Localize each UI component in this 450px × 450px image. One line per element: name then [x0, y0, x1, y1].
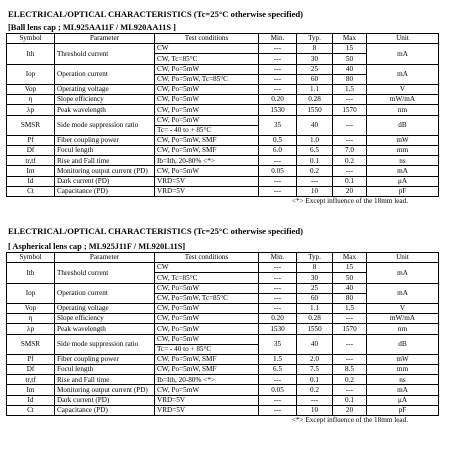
- header-symbol: Symbol: [7, 253, 55, 263]
- table-row: [7, 303, 439, 313]
- symbol-cell: Im: [7, 166, 55, 176]
- condition-cell: CW, Po=5mW: [155, 64, 259, 74]
- max-cell: 80: [333, 74, 367, 84]
- unit-cell: nm: [367, 324, 439, 334]
- min-cell: 1530: [259, 324, 297, 334]
- max-cell: ---: [333, 115, 367, 135]
- typ-cell: 6.5: [297, 146, 333, 156]
- condition-cell: CW, Po=5mW: [155, 84, 259, 94]
- condition-cell: CW, Po=5mW: [155, 283, 259, 293]
- symbol-cell: η: [7, 95, 55, 105]
- table-row: [7, 64, 439, 74]
- max-cell: 1.5: [333, 84, 367, 94]
- max-cell: 15: [333, 44, 367, 54]
- min-cell: ---: [259, 44, 297, 54]
- min-cell: ---: [259, 375, 297, 385]
- min-cell: ---: [259, 186, 297, 196]
- condition-cell: VRD=5V: [155, 395, 259, 405]
- condition-cell: Ib=Ith, 20-80% <*>: [155, 156, 259, 166]
- max-cell: 0.2: [333, 375, 367, 385]
- table-row: [7, 115, 439, 125]
- max-cell: 1570: [333, 105, 367, 115]
- typ-cell: ---: [297, 395, 333, 405]
- table-row: [7, 283, 439, 293]
- typ-cell: 7.5: [297, 365, 333, 375]
- unit-cell: mW/mA: [367, 95, 439, 105]
- typ-cell: 40: [297, 334, 333, 354]
- parameter-cell: Operating voltage: [55, 84, 155, 94]
- min-cell: 1.5: [259, 354, 297, 364]
- typ-cell: ---: [297, 176, 333, 186]
- unit-cell: mA: [367, 385, 439, 395]
- max-cell: 40: [333, 283, 367, 293]
- table-row: [7, 365, 439, 375]
- condition-cell: VRD=5V: [155, 405, 259, 415]
- symbol-cell: Vop: [7, 303, 55, 313]
- parameter-cell: Threshold current: [55, 263, 155, 283]
- min-cell: ---: [259, 263, 297, 273]
- symbol-cell: Ct: [7, 186, 55, 196]
- symbol-cell: tr,tf: [7, 156, 55, 166]
- max-cell: 15: [333, 263, 367, 273]
- max-cell: 1.5: [333, 303, 367, 313]
- table-row: [7, 263, 439, 273]
- parameter-cell: Rise and Fall time: [55, 375, 155, 385]
- typ-cell: 1.1: [297, 303, 333, 313]
- symbol-cell: Pf: [7, 135, 55, 145]
- symbol-cell: Id: [7, 176, 55, 186]
- min-cell: 1530: [259, 105, 297, 115]
- table-row: [7, 334, 439, 344]
- unit-cell: V: [367, 84, 439, 94]
- typ-cell: 1.1: [297, 84, 333, 94]
- typ-cell: 0.1: [297, 156, 333, 166]
- max-cell: 40: [333, 64, 367, 74]
- typ-cell: 0.2: [297, 166, 333, 176]
- min-cell: ---: [259, 395, 297, 405]
- header-test-conditions: Test conditions: [155, 253, 259, 263]
- condition-cell: VRD=5V: [155, 176, 259, 186]
- table-row: [7, 405, 439, 415]
- symbol-cell: η: [7, 314, 55, 324]
- parameter-cell: Focul length: [55, 365, 155, 375]
- parameter-cell: Dark current (PD): [55, 395, 155, 405]
- parameter-cell: Rise and Fall time: [55, 156, 155, 166]
- table-row: [7, 105, 439, 115]
- table-row: [7, 354, 439, 364]
- condition-cell: CW, Po=5mW, Tc=85°C: [155, 74, 259, 84]
- condition-cell: VRD=5V: [155, 186, 259, 196]
- condition-cell: Tc= - 40 to + 85°C: [155, 125, 259, 135]
- symbol-cell: Df: [7, 146, 55, 156]
- typ-cell: 60: [297, 293, 333, 303]
- symbol-cell: Ith: [7, 44, 55, 64]
- typ-cell: 25: [297, 283, 333, 293]
- header-min: Min.: [259, 253, 297, 263]
- max-cell: ---: [333, 95, 367, 105]
- section-title: ELECTRICAL/OPTICAL CHARACTERISTICS (Tc=25°C otherwise specified): [8, 226, 303, 236]
- typ-cell: 10: [297, 405, 333, 415]
- unit-cell: mm: [367, 365, 439, 375]
- symbol-cell: Ct: [7, 405, 55, 415]
- min-cell: ---: [259, 84, 297, 94]
- unit-cell: mA: [367, 283, 439, 303]
- footnote: <*> Except influence of the 18mm lead.: [291, 416, 408, 424]
- header-min: Min.: [259, 34, 297, 44]
- symbol-cell: Pf: [7, 354, 55, 364]
- section-subtitle: [Ball lens cap ; ML925AA11F / ML920AA11S ]: [8, 23, 176, 32]
- symbol-cell: Df: [7, 365, 55, 375]
- header-parameter: Parameter: [55, 34, 155, 44]
- table-row: [7, 314, 439, 324]
- symbol-cell: λp: [7, 324, 55, 334]
- max-cell: 0.1: [333, 395, 367, 405]
- parameter-cell: Operation current: [55, 283, 155, 303]
- unit-cell: mm: [367, 146, 439, 156]
- min-cell: 0.05: [259, 166, 297, 176]
- header-symbol: Symbol: [7, 34, 55, 44]
- table-row: [7, 375, 439, 385]
- parameter-cell: Operating voltage: [55, 303, 155, 313]
- max-cell: 7.0: [333, 146, 367, 156]
- typ-cell: 40: [297, 115, 333, 135]
- parameter-cell: Peak wavelength: [55, 324, 155, 334]
- condition-cell: CW: [155, 263, 259, 273]
- parameter-cell: Slope efficiency: [55, 314, 155, 324]
- header-test-conditions: Test conditions: [155, 34, 259, 44]
- max-cell: 1570: [333, 324, 367, 334]
- max-cell: 80: [333, 293, 367, 303]
- table-row: [7, 135, 439, 145]
- min-cell: 6.5: [259, 365, 297, 375]
- min-cell: ---: [259, 283, 297, 293]
- unit-cell: mA: [367, 44, 439, 64]
- typ-cell: 1.0: [297, 135, 333, 145]
- parameter-cell: Monitoring output current (PD): [55, 166, 155, 176]
- min-cell: 0.20: [259, 314, 297, 324]
- header-max: Max: [333, 253, 367, 263]
- parameter-cell: Fiber coupling power: [55, 135, 155, 145]
- header-typ: Typ.: [297, 34, 333, 44]
- condition-cell: Tc= - 40 to + 85°C: [155, 344, 259, 354]
- condition-cell: CW, Po=5mW: [155, 334, 259, 344]
- section-aspherical-lens: [6, 226, 438, 425]
- symbol-cell: λp: [7, 105, 55, 115]
- unit-cell: dB: [367, 115, 439, 135]
- table-row: [7, 385, 439, 395]
- parameter-cell: Operation current: [55, 64, 155, 84]
- parameter-cell: Fiber coupling power: [55, 354, 155, 364]
- max-cell: 0.2: [333, 156, 367, 166]
- condition-cell: CW, Tc=85°C: [155, 54, 259, 64]
- table-row: [7, 44, 439, 54]
- section-title: ELECTRICAL/OPTICAL CHARACTERISTICS (Tc=25°C otherwise specified): [8, 9, 303, 19]
- unit-cell: mA: [367, 64, 439, 84]
- condition-cell: Ib=Ith, 20-80% <*>: [155, 375, 259, 385]
- max-cell: ---: [333, 314, 367, 324]
- parameter-cell: Peak wavelength: [55, 105, 155, 115]
- characteristics-table: [6, 252, 439, 416]
- condition-cell: CW, Po=5mW: [155, 166, 259, 176]
- condition-cell: CW, Po=5mW, SMF: [155, 146, 259, 156]
- header-unit: Unit: [367, 34, 439, 44]
- typ-cell: 0.28: [297, 314, 333, 324]
- table-row: [7, 186, 439, 196]
- unit-cell: mA: [367, 263, 439, 283]
- table-row: [7, 146, 439, 156]
- parameter-cell: Side mode suppression ratio: [55, 334, 155, 354]
- min-cell: ---: [259, 64, 297, 74]
- unit-cell: mW/mA: [367, 314, 439, 324]
- parameter-cell: Dark current (PD): [55, 176, 155, 186]
- typ-cell: 0.28: [297, 95, 333, 105]
- section-subtitle: [ Aspherical lens cap ; ML925J11F / ML920L11S]: [8, 242, 186, 251]
- min-cell: 6.0: [259, 146, 297, 156]
- unit-cell: μA: [367, 176, 439, 186]
- condition-cell: CW, Po=5mW: [155, 105, 259, 115]
- max-cell: ---: [333, 166, 367, 176]
- symbol-cell: Iop: [7, 64, 55, 84]
- typ-cell: 30: [297, 54, 333, 64]
- typ-cell: 8: [297, 44, 333, 54]
- unit-cell: pF: [367, 405, 439, 415]
- symbol-cell: SMSR: [7, 334, 55, 354]
- parameter-cell: Capacitance (PD): [55, 405, 155, 415]
- unit-cell: V: [367, 303, 439, 313]
- typ-cell: 30: [297, 273, 333, 283]
- table-row: [7, 395, 439, 405]
- unit-cell: mW: [367, 354, 439, 364]
- unit-cell: mA: [367, 166, 439, 176]
- header-unit: Unit: [367, 253, 439, 263]
- characteristics-table: [6, 33, 439, 197]
- min-cell: 0.5: [259, 135, 297, 145]
- condition-cell: CW, Po=5mW: [155, 115, 259, 125]
- parameter-cell: Monitoring output current (PD): [55, 385, 155, 395]
- condition-cell: CW, Tc=85°C: [155, 273, 259, 283]
- min-cell: ---: [259, 303, 297, 313]
- typ-cell: 25: [297, 64, 333, 74]
- min-cell: ---: [259, 405, 297, 415]
- min-cell: 0.05: [259, 385, 297, 395]
- typ-cell: 2.0: [297, 354, 333, 364]
- min-cell: ---: [259, 293, 297, 303]
- symbol-cell: Ith: [7, 263, 55, 283]
- symbol-cell: Im: [7, 385, 55, 395]
- condition-cell: CW, Po=5mW, SMF: [155, 354, 259, 364]
- typ-cell: 60: [297, 74, 333, 84]
- min-cell: ---: [259, 54, 297, 64]
- table-row: [7, 324, 439, 334]
- typ-cell: 0.1: [297, 375, 333, 385]
- symbol-cell: Iop: [7, 283, 55, 303]
- table-row: [7, 156, 439, 166]
- symbol-cell: SMSR: [7, 115, 55, 135]
- max-cell: 0.1: [333, 176, 367, 186]
- parameter-cell: Slope efficiency: [55, 95, 155, 105]
- condition-cell: CW: [155, 44, 259, 54]
- symbol-cell: tr,tf: [7, 375, 55, 385]
- header-row: [7, 253, 439, 263]
- symbol-cell: Vop: [7, 84, 55, 94]
- parameter-cell: Side mode suppression ratio: [55, 115, 155, 135]
- condition-cell: CW, Po=5mW, SMF: [155, 135, 259, 145]
- typ-cell: 8: [297, 263, 333, 273]
- min-cell: 35: [259, 115, 297, 135]
- header-row: [7, 34, 439, 44]
- header-parameter: Parameter: [55, 253, 155, 263]
- footnote: <*> Except influence of the 18mm lead.: [291, 197, 408, 205]
- max-cell: ---: [333, 354, 367, 364]
- max-cell: 8.5: [333, 365, 367, 375]
- min-cell: ---: [259, 156, 297, 166]
- max-cell: ---: [333, 135, 367, 145]
- typ-cell: 1550: [297, 105, 333, 115]
- max-cell: ---: [333, 385, 367, 395]
- parameter-cell: Capacitance (PD): [55, 186, 155, 196]
- typ-cell: 10: [297, 186, 333, 196]
- typ-cell: 1550: [297, 324, 333, 334]
- condition-cell: CW, Po=5mW: [155, 385, 259, 395]
- table-row: [7, 176, 439, 186]
- table-row: [7, 84, 439, 94]
- section-ball-lens: [6, 9, 438, 206]
- unit-cell: ns: [367, 375, 439, 385]
- unit-cell: pF: [367, 186, 439, 196]
- unit-cell: mW: [367, 135, 439, 145]
- unit-cell: μA: [367, 395, 439, 405]
- table-row: [7, 166, 439, 176]
- table-row: [7, 95, 439, 105]
- parameter-cell: Focul length: [55, 146, 155, 156]
- unit-cell: ns: [367, 156, 439, 166]
- condition-cell: CW, Po=5mW: [155, 95, 259, 105]
- condition-cell: CW, Po=5mW: [155, 314, 259, 324]
- max-cell: ---: [333, 334, 367, 354]
- unit-cell: dB: [367, 334, 439, 354]
- condition-cell: CW, Po=5mW, Tc=85°C: [155, 293, 259, 303]
- unit-cell: nm: [367, 105, 439, 115]
- max-cell: 20: [333, 186, 367, 196]
- max-cell: 50: [333, 54, 367, 64]
- symbol-cell: Id: [7, 395, 55, 405]
- typ-cell: 0.2: [297, 385, 333, 395]
- header-max: Max: [333, 34, 367, 44]
- max-cell: 20: [333, 405, 367, 415]
- min-cell: 35: [259, 334, 297, 354]
- condition-cell: CW, Po=5mW: [155, 324, 259, 334]
- min-cell: ---: [259, 273, 297, 283]
- condition-cell: CW, Po=5mW, SMF: [155, 365, 259, 375]
- min-cell: 0.20: [259, 95, 297, 105]
- min-cell: ---: [259, 74, 297, 84]
- header-typ: Typ.: [297, 253, 333, 263]
- max-cell: 50: [333, 273, 367, 283]
- condition-cell: CW, Po=5mW: [155, 303, 259, 313]
- min-cell: ---: [259, 176, 297, 186]
- parameter-cell: Threshold current: [55, 44, 155, 64]
